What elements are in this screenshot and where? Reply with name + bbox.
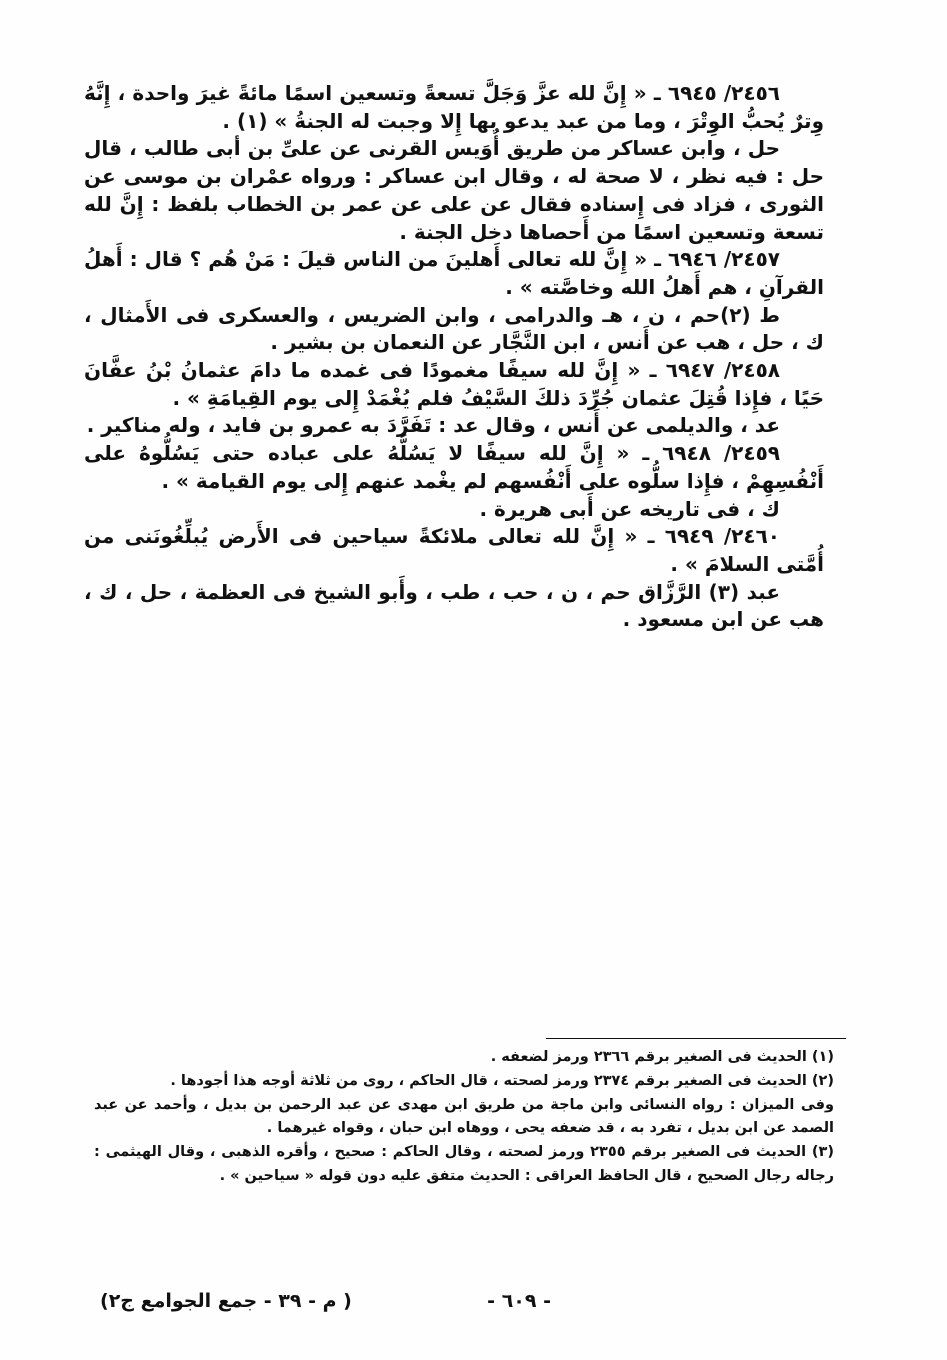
book-reference: ( م - ٣٩ - جمع الجوامع ج٢) <box>100 1290 352 1312</box>
hadith-2459: ٢٤٥٩/ ٦٩٤٨ ـ « إِنَّ لله سيفًا لا يَسُلُّهُ على عباده حتى يَسُلُّوهُ على أَنْفُسِهِمْ ، فإِذا سلُّوه على أَنْفُسهم لم يغْمد عنهم إِلى يوم القيامة » . <box>84 441 824 493</box>
source-2456: حل ، وابن عساكر من طريق أُوَيس القرنى عن علىِّ بن أبى طالب ، قال حل : فيه نظر ، لا صحة له ، وقال ابن عساكر : ورواه عمْران بن موسى عن الثورى ، فزاد فى إِسناده فقال عن على عن عمر بن الخطاب بلفظ : إِنَّ لله تسعة وتسعين اسمًا من أَحصاها دخل الجنة . <box>84 136 824 244</box>
footnote-1: (١) الحديث فى الصغير برقم ٢٣٦٦ ورمز لضعفه . <box>490 1049 834 1065</box>
footnote-2-continued: وفى الميزان : رواه النسائى وابن ماجة من طريق ابن مهدى عن عبد الرحمن بن بديل ، وأحمد عن عبد الصمد عن ابن بديل ، تفرد به ، قد ضعفه يحى ، ووهاه ابن حبان ، وقواه غيرهما . <box>94 1096 834 1137</box>
main-text <box>84 80 824 634</box>
page-footer <box>94 1290 834 1320</box>
source-2459: ك ، فى تاريخه عن أَبى هريرة . <box>479 496 780 521</box>
hadith-2456: ٢٤٥٦/ ٦٩٤٥ ـ « إِنَّ لله عزَّ وَجَلَّ تسعةً وتسعين اسمًا مائةً غيرَ واحدة ، إِنَّهُ وِترٌ يُحبُّ الوِتْرَ ، وما من عبد يدعو بها إِلا وجبت له الجنةُ » (١) . <box>84 81 824 133</box>
footnote-separator <box>546 1038 846 1039</box>
page-number: - ٦٠٩ - <box>487 1290 551 1312</box>
hadith-2460: ٢٤٦٠/ ٦٩٤٩ ـ « إِنَّ لله تعالى ملائكةً سياحين فى الأَرض يُبلِّغُونَنى من أُمَّتى السلامَ » . <box>84 524 824 576</box>
source-2458: عد ، والديلمى عن أَنس ، وقال عد : تَفَرَّدَ به عمرو بن فايد ، وله مناكير . <box>86 413 780 438</box>
source-2460: عبد (٣) الرَّزَّاق حم ، ن ، حب ، طب ، وأَبو الشيخ فى العظمة ، حل ، ك ، هب عن ابن مسعود . <box>84 579 824 632</box>
footnote-2: (٢) الحديث فى الصغير برقم ٢٣٧٤ ورمز لصحته ، قال الحاكم ، روى من ثلاثة أوجه هذا أجودها . <box>170 1072 834 1089</box>
source-2457: ط (٢)حم ، ن ، هـ والدرامى ، وابن الضريس ، والعسكرى فى الأَمثال ، ك ، حل ، هب عن أَنس ، ابن النَّجَّار عن النعمان بن بشير . <box>84 302 824 355</box>
hadith-2457: ٢٤٥٧/ ٦٩٤٦ ـ « إِنَّ لله تعالى أَهلينَ من الناس قيلَ : مَنْ هُم ؟ قال : أَهلُ القرآنِ ، هم أَهلُ الله وخاصَّته » . <box>84 247 824 299</box>
hadith-2458: ٢٤٥٨/ ٦٩٤٧ ـ « إِنَّ لله سيفًا مغمودًا فى غمده ما دامَ عثمانُ بْنُ عفَّانَ حَيًا ، فإِذا قُتِلَ عثمان جُرِّدَ ذلكَ السَّيْفُ فلم يُغْمَدْ إِلى يوم القِيامَةِ » . <box>84 358 824 410</box>
footnote-3: (٣) الحديث فى الصغير برقم ٢٣٥٥ ورمز لصحته ، وقال الحاكم : صحيح ، وأقره الذهبى ، وقال الهيثمى : رجاله رجال الصحيح ، قال الحافظ العراقى : الحديث متفق عليه دون قوله « سياحين » . <box>94 1144 834 1184</box>
footnotes <box>94 1046 834 1189</box>
